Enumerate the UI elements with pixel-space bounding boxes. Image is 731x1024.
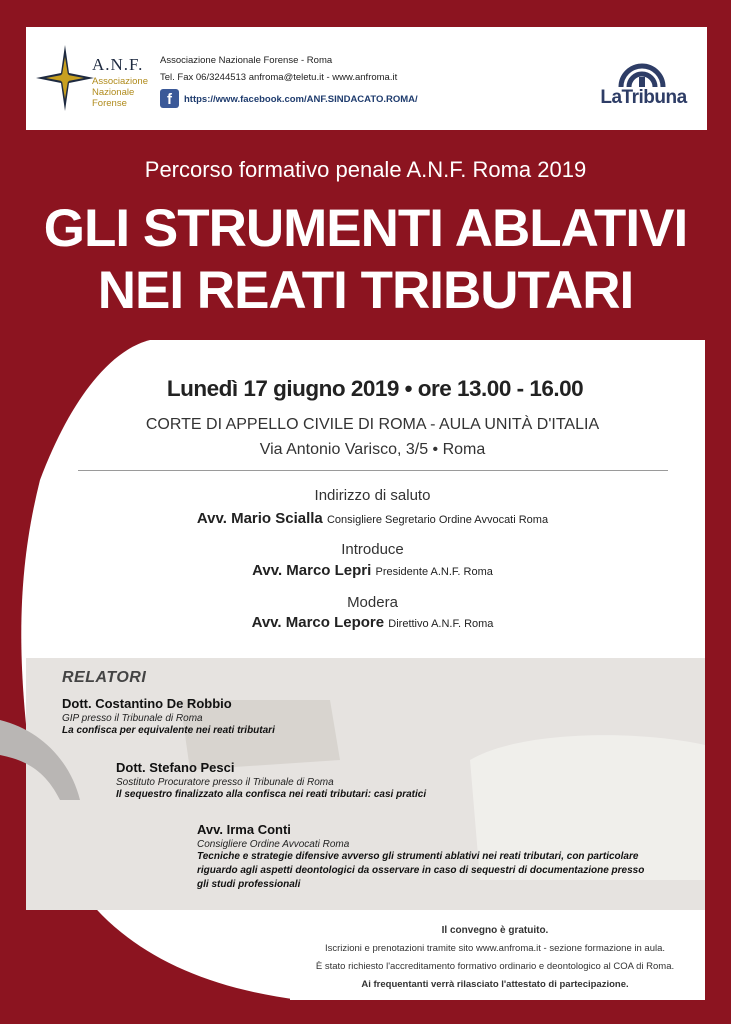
footer-certificate: Ai frequentanti verrà rilasciato l'attestato di partecipazione.	[361, 979, 629, 990]
anf-logo-subtitle: Associazione Nazionale Forense	[92, 76, 148, 109]
speakers-heading: RELATORI	[62, 669, 147, 686]
association-contact: Tel. Fax 06/3244513 anfroma@teletu.it - www.anfroma.it	[160, 72, 398, 83]
footer-free-notice: Il convegno è gratuito.	[441, 925, 549, 936]
speaker-entry	[197, 822, 644, 892]
association-name: Associazione Nazionale Forense - Roma	[160, 55, 333, 66]
speaker-role: GIP presso il Tribunale di Roma	[62, 713, 203, 724]
program-person: Avv. Mario Scialla Consigliere Segretario Ordine Avvocati Roma	[196, 510, 549, 527]
program-person: Avv. Marco Lepri Presidente A.N.F. Roma	[252, 562, 493, 579]
footer-info	[290, 925, 700, 990]
speaker-name: Dott. Costantino De Robbio	[62, 696, 232, 711]
program-person: Avv. Marco Lepore Direttivo A.N.F. Roma	[251, 614, 494, 631]
speaker-role: Consigliere Ordine Avvocati Roma	[197, 839, 350, 850]
speaker-entry	[116, 760, 426, 802]
anf-star-logo-icon	[36, 45, 94, 111]
program-role: Introduce	[341, 541, 404, 558]
speaker-topic: La confisca per equivalente nei reati tributari	[62, 725, 275, 736]
event-address: Via Antonio Varisco, 3/5 • Roma	[259, 441, 486, 458]
course-subtitle: Percorso formativo penale A.N.F. Roma 2019	[144, 157, 587, 182]
facebook-link[interactable]: https://www.facebook.com/ANF.SINDACATO.ROMA/	[184, 94, 418, 105]
program-role: Indirizzo di saluto	[314, 487, 431, 504]
speaker-name: Avv. Irma Conti	[197, 822, 291, 837]
speaker-topic: Tecniche e strategie difensive avverso gli strumenti ablativi nei reati tributari, con particolare	[197, 851, 639, 862]
event-venue: CORTE DI APPELLO CIVILE DI ROMA - AULA UNITÀ D'ITALIA	[145, 416, 600, 433]
footer-accreditation: È stato richiesto l'accreditamento formativo ordinario e deontologico al COA di Roma.	[315, 961, 675, 972]
latribuna-logo: LaTribuna	[600, 87, 687, 108]
event-date: Lunedì 17 giugno 2019 • ore 13.00 - 16.00	[166, 376, 584, 401]
speaker-topic: Il sequestro finalizzato alla confisca nei reati tributari: casi pratici	[116, 789, 427, 800]
speaker-entry	[62, 696, 275, 738]
event-title: GLI STRUMENTI ABLATIVI NEI REATI TRIBUTARI	[43, 199, 688, 320]
header-band	[26, 27, 707, 130]
anf-logo-name: A.N.F.	[92, 55, 144, 74]
speaker-topic: riguardo agli aspetti deontologici da osservare in caso di sequestri di documentazione presso	[197, 865, 645, 876]
speaker-name: Dott. Stefano Pesci	[116, 760, 235, 775]
program-role: Modera	[347, 594, 398, 611]
divider	[78, 470, 668, 471]
facebook-icon[interactable]: f	[160, 89, 179, 108]
footer-registration: Iscrizioni e prenotazioni tramite sito www.anfroma.it - sezione formazione in aula.	[324, 943, 666, 954]
speaker-topic: gli studi professionali	[197, 879, 301, 890]
speaker-role: Sostituto Procuratore presso il Tribunale di Roma	[116, 777, 334, 788]
